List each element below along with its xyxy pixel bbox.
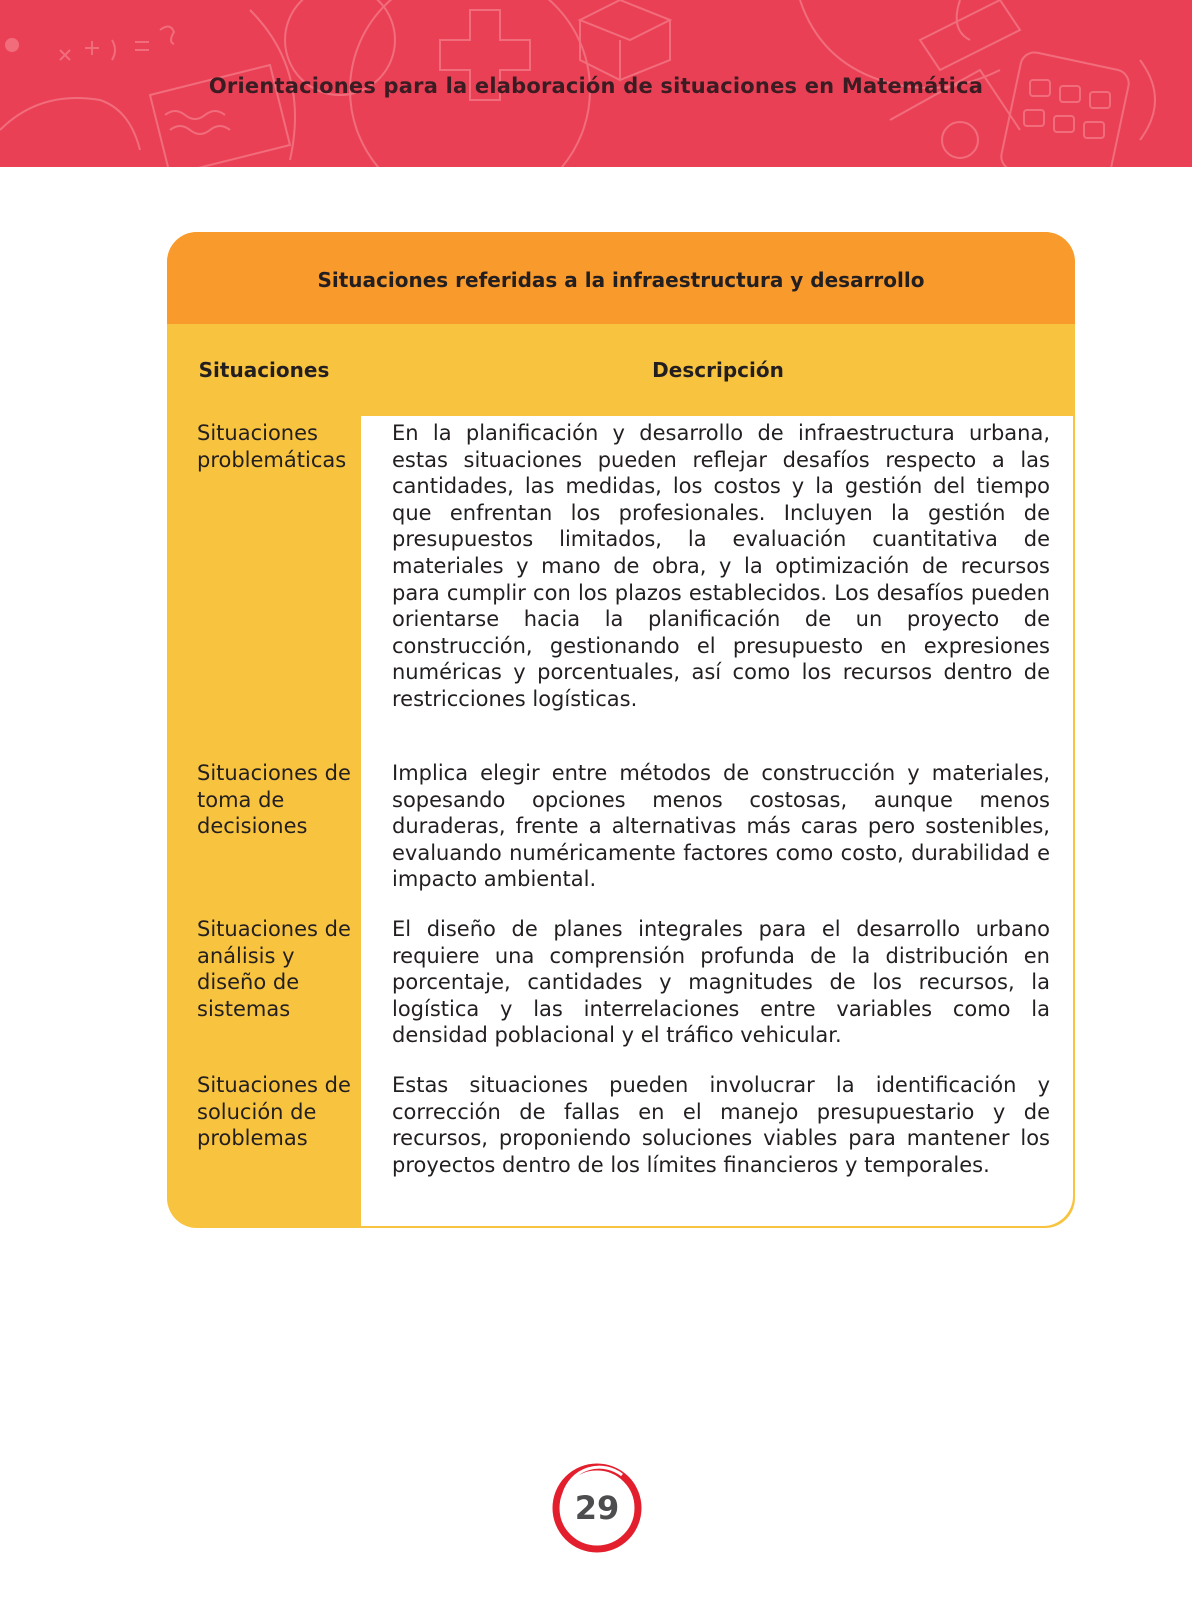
- card-title: Situaciones referidas a la infraestructura y desarrollo: [317, 268, 925, 292]
- situations-card: [167, 232, 1075, 1228]
- header-banner: [0, 0, 1192, 167]
- card-header: [167, 232, 1075, 324]
- page-number-badge: [552, 1463, 642, 1553]
- page-number: 29: [574, 1489, 620, 1527]
- row-description-toma-decisiones: Implica elegir entre métodos de construcción y materiales, sopesando opciones menos costosas, aunque menos duraderas, frente a alternativas más caras pero sostenibles, evaluando numéricamente factores como costo, durabilidad e impacto ambiental.: [392, 761, 1050, 892]
- row-label-analisis-diseno: Situaciones de análisis y diseño de sistemas: [197, 917, 351, 1021]
- row-label-toma-decisiones: Situaciones de toma de decisiones: [197, 761, 351, 839]
- row-description-problematicas: En la planificación y desarrollo de infraestructura urbana, estas situaciones pueden reflejar desafíos respecto a las cantidades, las medidas, los costos y la gestión del tiempo que enfrentan los profesionales. Incluyen la gestión de presupuestos limitados, la evaluación cuantitativa de materiales y mano de obra, y la optimización de recursos para cumplir con los plazos establecidos. Los desafíos pueden orientarse hacia la planificación de un proyecto de construcción, gestionando el presupuesto en expresiones numéricas y porcentuales, así como los recursos dentro de restricciones logísticas.: [392, 421, 1050, 711]
- row-description-analisis-diseno: El diseño de planes integrales para el desarrollo urbano requiere una comprensión profunda de la distribución en porcentaje, cantidades y magnitudes de los recursos, la logística y las interrelaciones entre variables como la densidad poblacional y el tráfico vehicular.: [392, 917, 1050, 1048]
- column-header-situaciones: Situaciones: [198, 358, 330, 382]
- row-label-solucion-problemas: Situaciones de solución de problemas: [197, 1073, 351, 1151]
- document-header-title: Orientaciones para la elaboración de situaciones en Matemática: [208, 74, 984, 98]
- row-label-problematicas: Situaciones problemáticas: [197, 421, 347, 472]
- column-header-descripcion: Descripción: [652, 358, 784, 382]
- row-description-solucion-problemas: Estas situaciones pueden involucrar la identificación y corrección de fallas en el manejo presupuestario y de recursos, proponiendo soluciones viables para mantener los proyectos dentro de los límites financieros y temporales.: [392, 1073, 1050, 1177]
